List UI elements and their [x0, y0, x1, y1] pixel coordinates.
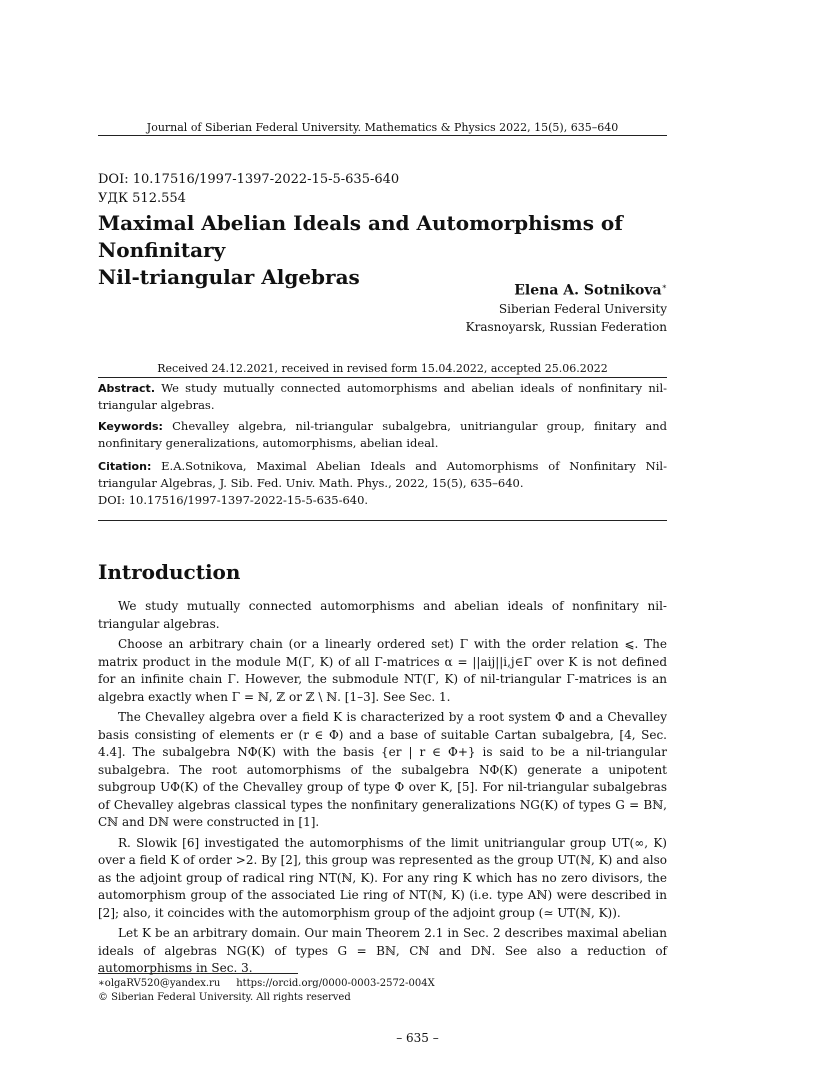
received-dates: Received 24.12.2021, received in revised form 15.04.2022, accepted 25.06.2022 — [157, 362, 608, 375]
keywords-label: Keywords: — [98, 420, 163, 433]
footnote-email[interactable]: ∗olgaRV520@yandex.ru — [98, 978, 221, 989]
citation — [98, 458, 667, 509]
author-text: Elena A. Sotnikova — [514, 282, 662, 299]
section-title: Introduction — [98, 560, 241, 584]
affiliation-line-2: Krasnoyarsk, Russian Federation — [465, 320, 667, 334]
citation-text: E.A.Sotnikova, Maximal Abelian Ideals and Automorphisms of Nonfinitary Nil-triangular Algebras, J. Sib. Fed. Univ. Math. Phys., 2022, 15(5), 635–640. — [98, 459, 667, 490]
header-rule — [98, 135, 667, 136]
copyright-notice: © Siberian Federal University. All rights reserved — [98, 992, 351, 1003]
abstract-text: We study mutually connected automorphisms and abelian ideals of nonfinitary nil-triangular algebras. — [98, 381, 668, 412]
running-header: Journal of Siberian Federal University. Mathematics & Physics 2022, 15(5), 635–640 — [146, 121, 619, 134]
doi: DOI: 10.17516/1997-1397-2022-15-5-635-640 — [98, 172, 400, 187]
keywords — [98, 418, 667, 452]
citation-label: Citation: — [98, 460, 152, 473]
footnote-rule — [98, 973, 298, 974]
abstract-top-rule — [98, 377, 667, 378]
paragraph: We study mutually connected automorphisms and abelian ideals of nonfinitary nil-triangular algebras. — [98, 599, 667, 631]
citation-doi: DOI: 10.17516/1997-1397-2022-15-5-635-640. — [98, 493, 369, 507]
footnote-contact — [98, 978, 435, 989]
abstract-bottom-rule — [98, 520, 667, 521]
author-footnote-mark: ∗ — [661, 282, 667, 291]
paragraph: The Chevalley algebra over a field K is characterized by a root system Φ and a Chevalley basis consisting of elements er (r ∈ Φ) and a base of suitable Cartan subalgebra, [4, Sec. 4.4]. The subalgebra NΦ(K) with the basis {er | r ∈ Φ+} is said to be a nil-triangular subalgebra. The root automorphisms of the subalgebra NΦ(K) generate a unipotent subgroup UΦ(K) of the Chevalley group of type Φ over K, [5]. For nil-triangular subalgebras of Chevalley algebras classical types the nonfinitary generalizations NG(K) of types G = Bℕ, Cℕ and Dℕ were constructed in [1]. — [98, 710, 667, 829]
paragraph: Choose an arbitrary chain (or a linearly ordered set) Γ with the order relation ⩽. The matrix product in the module M(Γ, K) of all Γ-matrices α = ||aij||i,j∈Γ over K is not defined for an infinite chain Γ. However, the submodule NT(Γ, K) of nil-triangular Γ-matrices is an algebra exactly when Γ = ℕ, ℤ or ℤ \ ℕ. [1–3]. See Sec. 1. — [98, 637, 667, 704]
abstract-label: Abstract. — [98, 382, 155, 395]
affiliation-line-1: Siberian Federal University — [498, 302, 667, 316]
abstract — [98, 380, 667, 414]
author-name — [514, 282, 667, 299]
introduction-body — [98, 598, 667, 981]
udk: УДК 512.554 — [98, 191, 186, 206]
paper-title — [98, 210, 678, 291]
paragraph: R. Slowik [6] investigated the automorphisms of the limit unitriangular group UT(∞, K) over a field K of order >2. By [2], this group was represented as the group UT(ℕ, K) and also as the adjoint group of radical ring NT(ℕ, K). For any ring K which has no zero divisors, the automorphism group of the associated Lie ring of NT(ℕ, K) (i.e. type Aℕ) were described in [2]; also, it coincides with the automorphism group of the adjoint group (≃ UT(ℕ, K)). — [98, 835, 667, 920]
keywords-text: Chevalley algebra, nil-triangular subalgebra, unitriangular group, finitary and nonfinitary generalizations, automorphisms, abelian ideal. — [98, 419, 668, 450]
footnote-orcid[interactable]: https://orcid.org/0000-0003-2572-004X — [236, 978, 435, 989]
page-number: – 635 – — [396, 1031, 439, 1045]
title-line-2: Nil-triangular Algebras — [98, 265, 360, 289]
title-line-1: Maximal Abelian Ideals and Automorphisms of Nonfinitary — [98, 211, 623, 262]
paragraph: Let K be an arbitrary domain. Our main Theorem 2.1 in Sec. 2 describes maximal abelian ideals of algebras NG(K) of types G = Bℕ, Cℕ and Dℕ. See also a reduction of automorphisms in Sec. 3. — [98, 926, 667, 975]
